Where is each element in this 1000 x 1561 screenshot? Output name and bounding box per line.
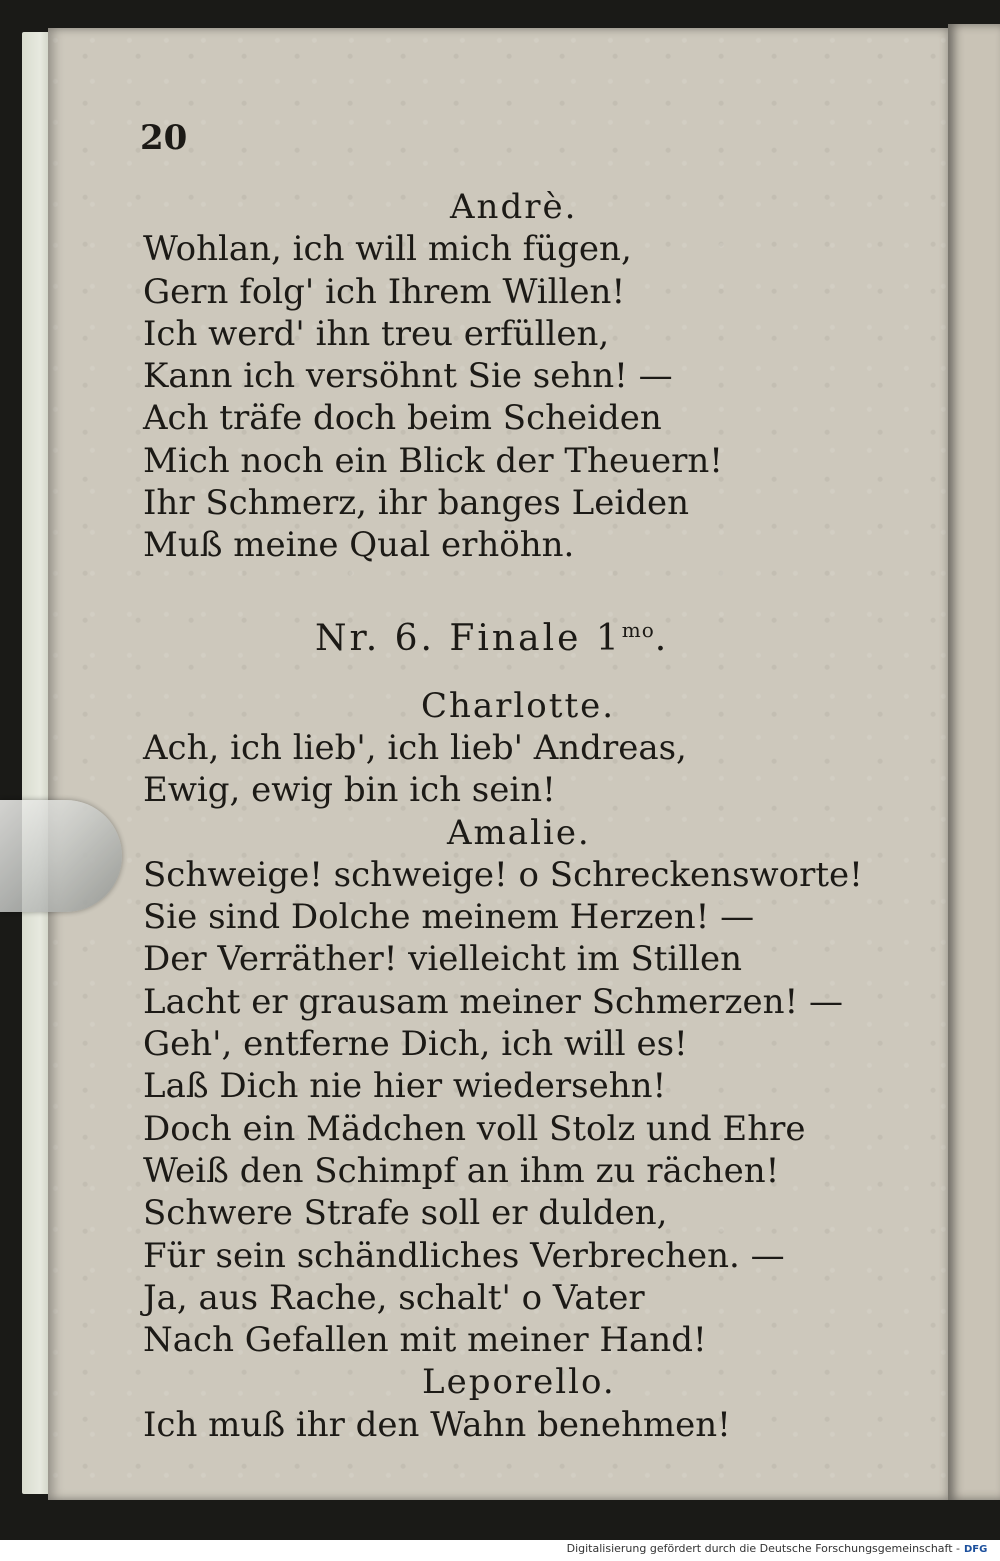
verse-line: Geh', entferne Dich, ich will es! [143,1024,688,1065]
verse-line: Ja, aus Rache, schalt' o Vater [143,1277,645,1318]
heading-suffix: . [654,617,670,659]
verse-line: Ewig, ewig bin ich sein! [143,770,556,811]
page-clip [0,800,122,912]
speaker-leporello: Leporello. [422,1362,616,1403]
verse-line: Sie sind Dolche meinem Herzen! — [143,897,755,938]
page-number: 20 [140,118,188,158]
verse-line: Ich muß ihr den Wahn benehmen! [143,1404,731,1445]
verse-line: Lacht er grausam meiner Schmerzen! — [143,981,843,1022]
verse-line: Nach Gefallen mit meiner Hand! [143,1320,707,1361]
verse-line: Schweige! schweige! o Schreckensworte! [143,854,863,895]
verse-line: Laß Dich nie hier wiedersehn! [143,1066,667,1107]
verse-line: Ich werd' ihn treu erfüllen, [143,313,610,354]
heading-text: Nr. 6. Finale 1 [315,617,622,659]
next-page-edge [948,24,1000,1500]
verse-line: Mich noch ein Blick der Theuern! [143,440,723,481]
verse-line: Muß meine Qual erhöhn. [143,525,575,566]
heading-superscript: mo [621,617,655,642]
speaker-amalie: Amalie. [447,812,591,853]
verse-line: Ihr Schmerz, ihr banges Leiden [143,483,690,524]
verse-line: Kann ich versöhnt Sie sehn! — [143,356,673,397]
speaker-charlotte: Charlotte. [421,685,616,726]
verse-line: Wohlan, ich will mich fügen, [143,229,632,270]
verse-line: Für sein schändliches Verbrechen. — [143,1235,785,1276]
verse-line: Doch ein Mädchen voll Stolz und Ehre [143,1108,806,1149]
dfg-logo-icon: DFG [964,1544,988,1555]
verse-line: Ach träfe doch beim Scheiden [143,398,662,439]
verse-line: Gern folg' ich Ihrem Willen! [143,271,626,312]
digitization-credit: Digitalisierung gefördert durch die Deutsche Forschungsgemeinschaft - [566,1542,960,1555]
verse-line: Weiß den Schimpf an ihm zu rächen! [143,1150,780,1191]
verse-line: Ach, ich lieb', ich lieb' Andreas, [143,727,687,768]
speaker-andre: Andrè. [450,187,578,227]
verse-line: Der Verräther! vielleicht im Stillen [143,939,743,980]
verse-line: Schwere Strafe soll er dulden, [143,1193,668,1234]
section-heading [143,585,923,675]
libretto-text [143,186,923,1446]
